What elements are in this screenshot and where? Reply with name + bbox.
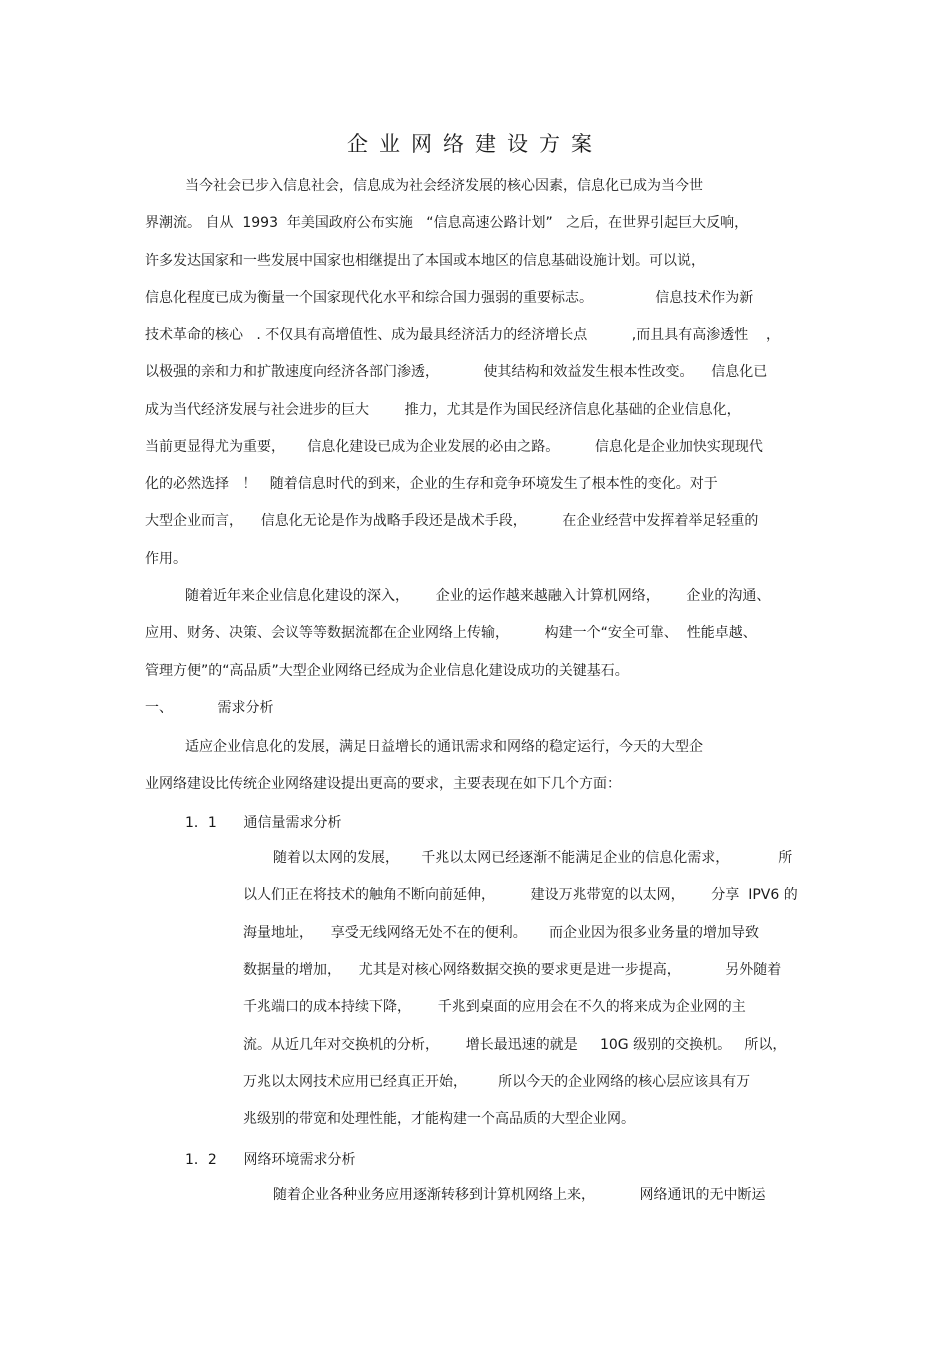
paragraph-line: 许多发达国家和一些发展中国家也相继提出了本国或本地区的信息基础设施计划。可以说， <box>145 253 705 269</box>
paragraph-line: 千兆端口的成本持续下降， 千兆到桌面的应用会在不久的将来成为企业网的主 <box>243 999 746 1015</box>
paragraph-line: 万兆以太网技术应用已经真正开始， 所以今天的企业网络的核心层应该具有万 <box>243 1074 751 1090</box>
paragraph-line: 随着近年来企业信息化建设的深入， 企业的运作越来越融入计算机网络， 企业的沟通、 <box>185 588 771 604</box>
paragraph-line: 以极强的亲和力和扩散速度向经济各部门渗透， 使其结构和效益发生根本性改变。 信息化已 <box>145 364 768 380</box>
paragraph-line: 随着以太网的发展， 千兆以太网已经逐渐不能满足企业的信息化需求， 所 <box>273 850 793 866</box>
paragraph-line: 以人们正在将技术的触角不断向前延伸， 建设万兆带宽的以太网， 分享 IPV6 的 <box>243 887 798 903</box>
paragraph-line: 大型企业而言， 信息化无论是作为战略手段还是战术手段， 在企业经营中发挥着举足轻重的 <box>145 513 759 529</box>
paragraph-line: 当今社会已步入信息社会，信息成为社会经济发展的核心因素，信息化已成为当今世 <box>185 178 703 194</box>
paragraph-line: 兆级别的带宽和处理性能，才能构建一个高品质的大型企业网。 <box>243 1111 635 1127</box>
section-heading: 一、 需求分析 <box>145 700 274 716</box>
subsection-heading: 1．1 通信量需求分析 <box>185 815 342 831</box>
paragraph-line: 适应企业信息化的发展，满足日益增长的通讯需求和网络的稳定运行，今天的大型企 <box>185 739 703 755</box>
paragraph-line: 信息化程度已成为衡量一个国家现代化水平和综合国力强弱的重要标志。 信息技术作为新 <box>145 290 754 306</box>
paragraph-line: 技术革命的核心 . 不仅具有高增值性、成为最具经济活力的经济增长点 ,而且具有高渗透性 ， <box>145 327 781 343</box>
paragraph-line: 流。从近几年对交换机的分析， 增长最迅速的就是 10G 级别的交换机。 所以， <box>243 1037 787 1053</box>
paragraph-line: 数据量的增加， 尤其是对核心网络数据交换的要求更是进一步提高， 另外随着 <box>243 962 782 978</box>
paragraph-line: 化的必然选择 ！ 随着信息时代的到来，企业的生存和竞争环境发生了根本性的变化。对于 <box>145 476 718 492</box>
paragraph-line: 随着企业各种业务应用逐渐转移到计算机网络上来， 网络通讯的无中断运 <box>273 1187 766 1203</box>
paragraph-line: 海量地址， 享受无线网络无处不在的便利。 而企业因为很多业务量的增加导致 <box>243 925 760 941</box>
paragraph-line: 应用、财务、决策、会议等等数据流都在企业网络上传输， 构建一个“安全可靠、 性能卓越、 <box>145 625 757 641</box>
paragraph-line: 管理方便”的“高品质”大型企业网络已经成为企业信息化建设成功的关键基石。 <box>145 663 629 679</box>
paragraph-line: 界潮流。 自从 1993 年美国政府公布实施 “信息高速公路计划” 之后，在世界引起巨大反响， <box>145 215 749 231</box>
paragraph-line: 作用。 <box>145 551 187 567</box>
subsection-heading: 1．2 网络环境需求分析 <box>185 1152 356 1168</box>
paragraph-line: 成为当代经济发展与社会进步的巨大 推力，尤其是作为国民经济信息化基础的企业信息化， <box>145 402 741 418</box>
document-title: 企业网络建设方案 <box>347 132 603 156</box>
paragraph-line: 当前更显得尤为重要， 信息化建设已成为企业发展的必由之路。 信息化是企业加快实现现代 <box>145 439 763 455</box>
paragraph-line: 业网络建设比传统企业网络建设提出更高的要求，主要表现在如下几个方面： <box>145 776 621 792</box>
